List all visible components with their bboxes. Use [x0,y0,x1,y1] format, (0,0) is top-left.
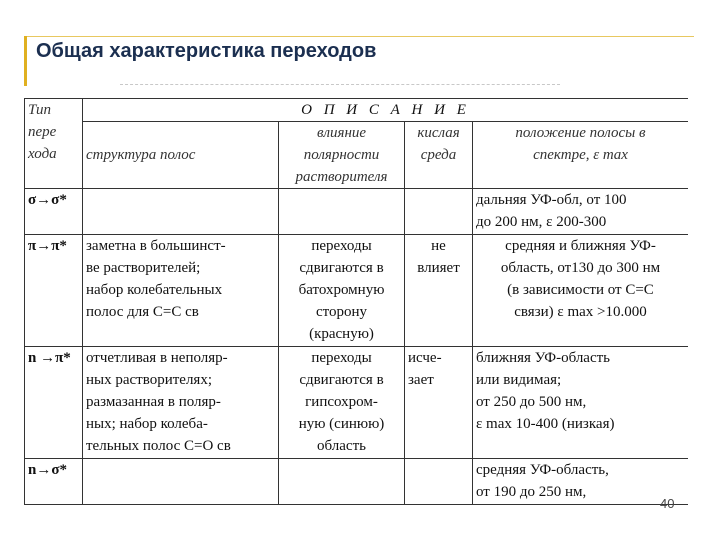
row-position: ближняя УФ-область или видимая; от 250 до 500 нм, ε max 10-400 (низкая) [473,347,689,459]
title-accent-bar [24,36,27,86]
slide-title: Общая характеристика переходов [36,40,377,62]
header-type: Тип пере хода [25,99,83,189]
row-structure [83,189,279,235]
row-structure [83,459,279,505]
table-subheader-row [25,122,689,189]
row-position: средняя и ближняя УФ- область, от130 до 300 нм (в зависимости от С=С связи) ε max >10.000 [473,235,689,347]
row-position: средняя УФ-область, от 190 до 250 нм, [473,459,689,505]
header-polarity: влияние полярности растворителя [279,122,405,189]
table-row [25,347,689,459]
page-number: 40 [660,496,675,511]
row-acid [405,189,473,235]
table-row [25,459,689,505]
table-row [25,235,689,347]
header-acid: кислая среда [405,122,473,189]
table-container [24,98,688,506]
row-transition: n→σ* [25,459,83,505]
header-description: О П И С А Н И Е [83,99,689,122]
row-transition: π→π* [25,235,83,347]
row-acid: не влияет [405,235,473,347]
row-polarity [279,459,405,505]
header-position: положение полосы в спектре, ε max [473,122,689,189]
row-acid: исче- зает [405,347,473,459]
row-acid [405,459,473,505]
transitions-table [24,98,688,505]
header-structure: структура полос [83,122,279,189]
row-polarity: переходы сдвигаются в батохромную сторону (красную) [279,235,405,347]
decorative-dash-line [120,84,560,89]
row-structure: отчетливая в неполяр- ных растворителях; размазанная в поляр- ных; набор колеба- тельных полос С=О св [83,347,279,459]
table-header-row [25,99,689,122]
row-polarity: переходы сдвигаются в гипсохром- ную (синюю) область [279,347,405,459]
row-transition: n →π* [25,347,83,459]
title-accent-line [24,36,694,37]
table-row [25,189,689,235]
row-structure: заметна в большинст- ве растворителей; набор колебательных полос для С=С св [83,235,279,347]
row-polarity [279,189,405,235]
row-transition: σ→σ* [25,189,83,235]
row-position: дальняя УФ-обл, от 100 до 200 нм, ε 200-300 [473,189,689,235]
